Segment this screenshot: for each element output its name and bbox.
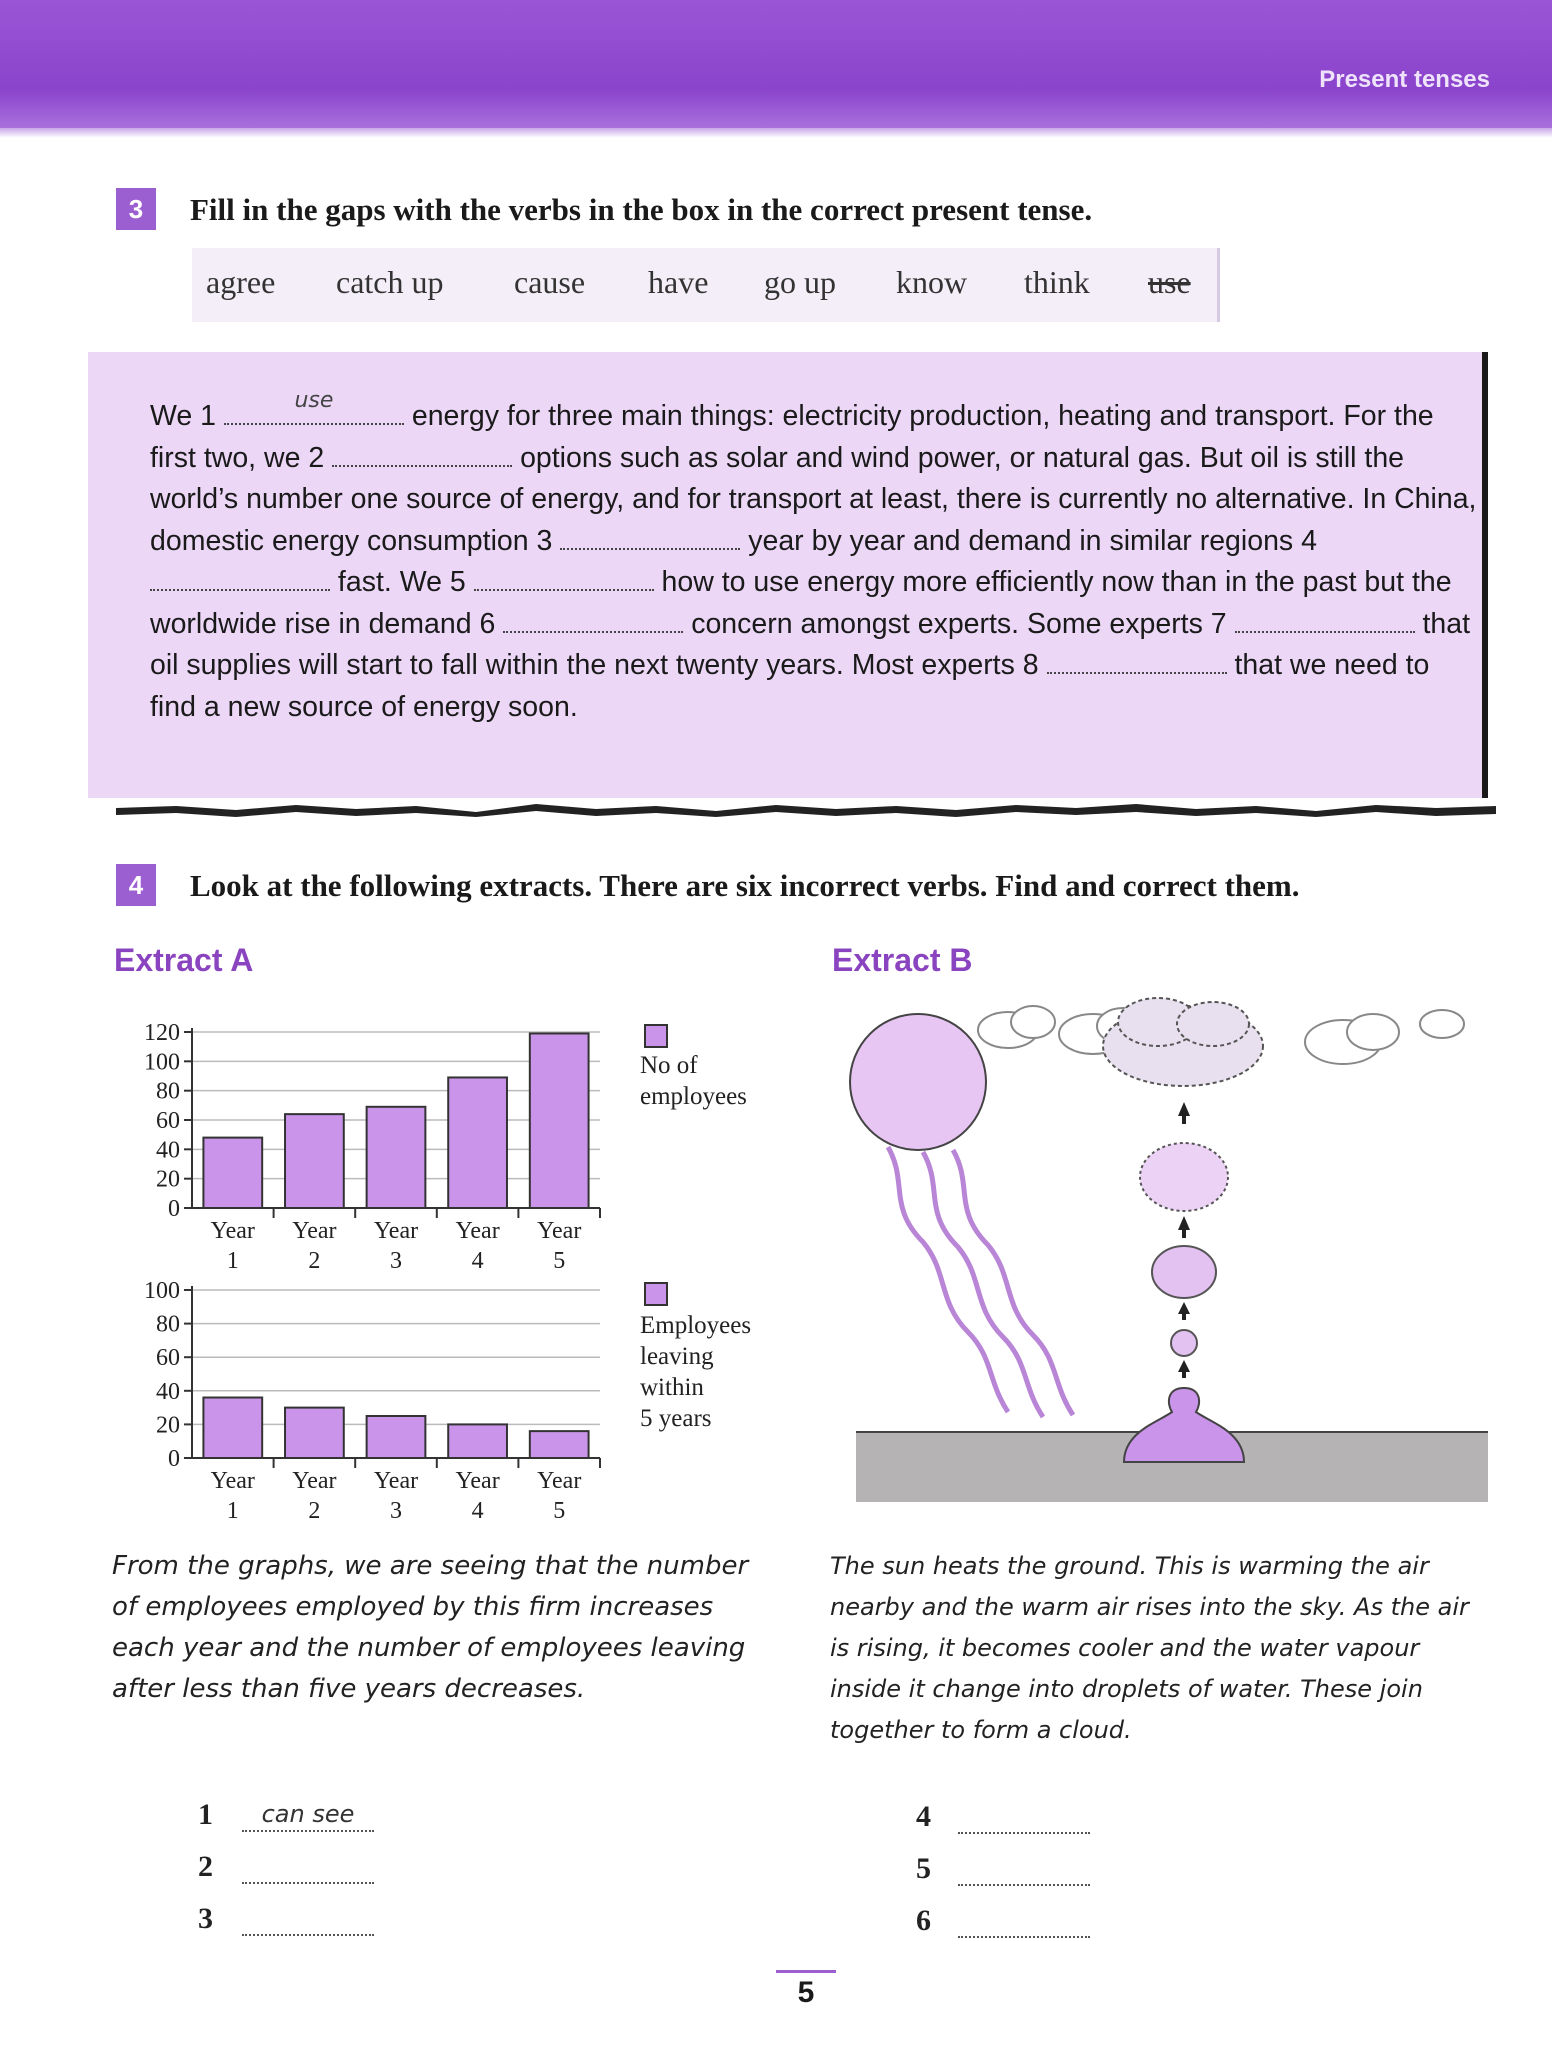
y-tick-label: 0 — [168, 1446, 180, 1472]
x-tick-label: Year — [373, 1468, 419, 1494]
y-tick-label: 40 — [156, 1137, 180, 1164]
extract-b-title: Extract B — [832, 942, 973, 978]
y-tick-label: 80 — [156, 1078, 180, 1105]
gap-7[interactable] — [1235, 609, 1415, 633]
bar — [285, 1114, 344, 1208]
x-tick-label: Year — [537, 1218, 582, 1244]
text-passage-box — [88, 352, 1488, 798]
y-tick-label: 40 — [156, 1378, 180, 1405]
x-tick-label: 5 — [553, 1498, 566, 1524]
answer-line-6[interactable] — [958, 1906, 1090, 1938]
extract-a-text: From the graphs, we are seeing that the number of employees employed by this firm increases each year and the number of employees leaving after less than five years decreases. — [112, 1551, 749, 1704]
answer-line-4[interactable] — [958, 1802, 1090, 1834]
y-tick-label: 80 — [156, 1311, 180, 1338]
bar — [367, 1416, 426, 1458]
x-tick-label: Year — [210, 1468, 255, 1494]
page-number-rule — [776, 1970, 836, 1973]
gap-5[interactable] — [474, 567, 654, 591]
bar — [203, 1398, 262, 1458]
y-tick-label: 100 — [144, 1049, 180, 1076]
leaving-bar-chart — [110, 1270, 630, 1530]
legend-swatch-employees — [644, 1024, 668, 1048]
y-tick-label: 0 — [168, 1196, 180, 1222]
x-tick-label: 3 — [390, 1248, 402, 1274]
y-tick-label: 20 — [156, 1166, 180, 1193]
gap-1[interactable]: use — [224, 401, 404, 425]
verb-word: think — [1024, 264, 1090, 300]
bar — [285, 1408, 344, 1458]
y-tick-label: 120 — [144, 1020, 180, 1046]
x-tick-label: 1 — [226, 1248, 239, 1274]
x-tick-label: Year — [292, 1468, 337, 1494]
y-tick-label: 20 — [156, 1412, 180, 1439]
answer-number: 6 — [916, 1904, 931, 1937]
answer-number: 5 — [916, 1852, 931, 1885]
header-shadow — [0, 128, 1552, 138]
answer-number: 3 — [198, 1902, 213, 1935]
exercise-3-number: 3 — [116, 188, 156, 230]
x-tick-label: Year — [537, 1468, 582, 1494]
x-tick-label: 4 — [471, 1248, 484, 1274]
exercise-4-number: 4 — [116, 864, 156, 906]
answer-number: 2 — [198, 1850, 213, 1883]
y-tick-label: 100 — [144, 1278, 180, 1304]
sun-icon — [850, 1014, 986, 1150]
verb-word: catch up — [336, 264, 444, 300]
extract-a-title: Extract A — [114, 942, 254, 978]
answer-line-5[interactable] — [958, 1854, 1090, 1886]
section-title: Present tenses — [1319, 66, 1490, 93]
text-passage: We 1 use energy for three main things: electricity production, heating and transport. For the first two, we 2 options such as solar and wind power, or natural gas. But oil is still the world’s number one source of energy, and for transport at least, there is currently no alternative. In China, domestic energy consumption 3 year by year and demand in similar regions 4 fast. We 5 how to use energy more efficiently now than in the past but the worldwide rise in demand 6 concern amongst experts. Some experts 7 that oil supplies will start to fall within the next twenty years. Most experts 8 that we need to find a new source of energy soon. — [150, 387, 1477, 723]
x-tick-label: Year — [373, 1218, 419, 1244]
water-cycle-illustration — [828, 992, 1488, 1522]
bar — [448, 1077, 507, 1208]
exercise-3-instruction: Fill in the gaps with the verbs in the box in the correct present tense. — [190, 192, 1093, 227]
x-tick-label: Year — [292, 1218, 337, 1244]
gap-3[interactable] — [560, 526, 740, 550]
verb-word: go up — [764, 264, 836, 300]
x-tick-label: 2 — [308, 1248, 321, 1274]
y-tick-label: 60 — [156, 1108, 180, 1134]
x-tick-label: Year — [455, 1468, 500, 1494]
verb-word: know — [896, 264, 968, 300]
bar — [203, 1138, 262, 1208]
bar — [530, 1033, 589, 1208]
bar — [530, 1431, 589, 1458]
verb-box — [192, 248, 1220, 322]
x-tick-label: Year — [210, 1218, 255, 1244]
gap-2[interactable] — [332, 443, 512, 467]
verb-word: have — [648, 264, 709, 300]
verb-word: cause — [514, 264, 586, 300]
rain-cloud-icon — [1103, 998, 1263, 1086]
bar — [367, 1107, 426, 1208]
answer-number: 4 — [916, 1800, 931, 1833]
answer-line-2[interactable] — [242, 1852, 374, 1884]
x-tick-label: 5 — [553, 1248, 566, 1274]
header-band — [0, 0, 1552, 128]
answer-number: 1 — [198, 1798, 213, 1831]
employees-bar-chart — [110, 1010, 630, 1280]
x-tick-label: 2 — [308, 1498, 321, 1524]
x-tick-label: 4 — [471, 1498, 484, 1524]
bar — [448, 1424, 507, 1458]
gap-8[interactable] — [1047, 650, 1227, 674]
x-tick-label: Year — [455, 1218, 500, 1244]
torn-edge — [116, 800, 1496, 822]
page-number: 5 — [797, 1976, 815, 2009]
extract-b-text: The sun heats the ground. This is warming the air nearby and the warm air rises into the sky. As the air is rising, it becomes cooler and the water vapour inside it change into droplets of water. These join together to form a cloud. — [830, 1552, 1469, 1744]
y-tick-label: 60 — [156, 1345, 180, 1372]
x-tick-label: 1 — [226, 1498, 239, 1524]
vapour-bubble-medium — [1152, 1246, 1216, 1298]
x-tick-label: 3 — [390, 1498, 402, 1524]
verb-word-struck: use — [1148, 264, 1191, 300]
answer-line-1[interactable]: can see — [242, 1800, 374, 1832]
gap-6[interactable] — [503, 609, 683, 633]
gap-4[interactable] — [150, 567, 330, 591]
verb-word: agree — [206, 264, 276, 300]
answer-line-3[interactable] — [242, 1904, 374, 1936]
vapour-bubble-large — [1140, 1143, 1228, 1211]
exercise-4-instruction: Look at the following extracts. There are six incorrect verbs. Find and correct them. — [190, 868, 1300, 903]
legend-employees: No of employees — [640, 1052, 747, 1110]
vapour-bubble-small — [1171, 1330, 1197, 1356]
legend-swatch-leaving — [644, 1282, 668, 1306]
legend-leaving: Employees leaving within 5 years — [640, 1312, 752, 1432]
